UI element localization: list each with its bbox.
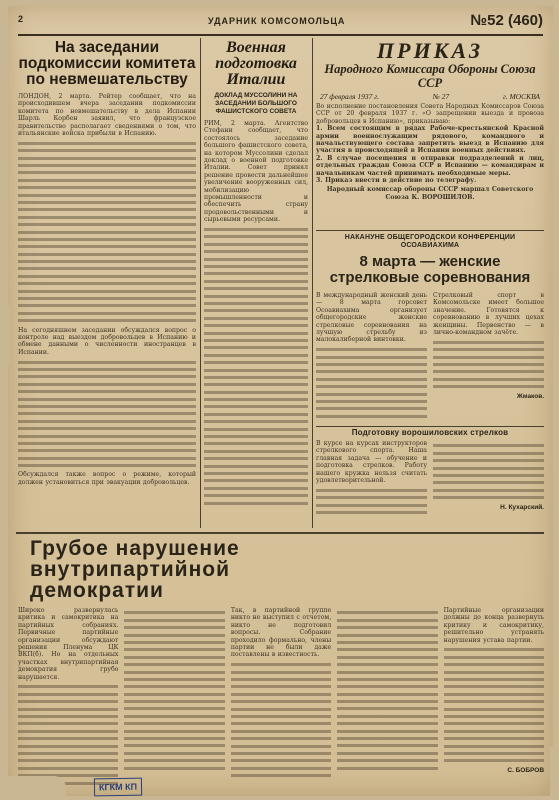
article-title: На заседании подкомиссии комитета по невмешательству [18, 40, 196, 88]
section-title: Подготовку ворошиловских стрелков [351, 429, 509, 437]
torn-edge [550, 746, 555, 796]
issue-number: №52 (460) [470, 12, 543, 29]
section-body: В международный женский день — 8 марта горсовет Осоавиахима организует общегородские женские стрелковые соревнования на лучшую стрельбу из малокалиберной винтовки. [316, 292, 427, 344]
article-italy [204, 40, 308, 528]
women-shooting-section [316, 234, 544, 424]
page-number: 2 [18, 14, 24, 24]
section-signature: Н. Кухарский. [500, 503, 544, 511]
order-subtitle: Народного Комиссара Обороны Союза ССР [324, 62, 536, 90]
order-city: г. МОСКВА [502, 92, 540, 101]
article-signature: С. БОБРОВ [507, 766, 544, 774]
torn-edge [6, 306, 10, 366]
article-subcommission [18, 40, 196, 528]
voroshilov-shooters-section [316, 429, 544, 527]
order-point-3: 3. Приказ ввести в действие по телеграфу. [316, 177, 477, 185]
order-body: Во исполнение постановления Совета Народных Комиссаров Союза ССР от 20 февраля 1937 г. «О запрещении выезда и провоза добровольцев в Испанию», приказываю: [316, 103, 544, 125]
order-point-1: 1. Всем состоящим в рядах Рабоче-крестьянской Красной армии военнослужащим рядового, командного и начальствующего состава запретить выезд в Испанию для участия в происходящей в Испании военных действиях. [316, 125, 544, 155]
section-title: 8 марта — женские стрелковые соревнования [329, 253, 531, 286]
newspaper-page [8, 6, 553, 796]
torn-corner [6, 776, 66, 798]
order-meta [316, 90, 544, 103]
order-number: № 27 [432, 92, 450, 101]
section-signature: Жмаков. [516, 392, 544, 400]
article-lead: РИМ, 2 марта. Агентство Стефани сообщает, что состоялось заседание большого фашистского совета, на котором Муссолини сделал доклад о военной подготовке Италии. Совет принял решение провести дальнейшее увеличение вооруженных сил, мобилизацию промышленности и обеспечить страну продовольственными и сырьевыми ресурсами. [204, 120, 308, 224]
article-democracy [18, 538, 544, 788]
library-stamp: КГКМ КП [94, 778, 142, 797]
article-subtitle: ДОКЛАД МУССОЛИНИ НА ЗАСЕДАНИИ БОЛЬШОГО ФАШИСТСКОГО СОВЕТА [214, 92, 298, 115]
section-body: В курсе на курсах инструкторов стрелкового спорта. Наша главная задача — обучение и подготовка стрелков. Работу нашего кружка нельзя считать удовлетворительной. [316, 440, 427, 485]
section-kicker: НАКАНУНЕ ОБЩЕГОРОДСКОЙ КОНФЕРЕНЦИИ ОСОАВИАХИМА [344, 234, 516, 249]
article-title: Грубое нарушение внутрипартийной демократии [30, 538, 240, 602]
article-paragraph-2: На сегодняшнем заседании обсуждался вопрос о контроле над выездом добровольцев в Испанию и обмене данными о численности иностранцев в Испании. [18, 326, 196, 356]
article-lead: ЛОНДОН, 2 марта. Рейтер сообщает, что на происходившем вчера заседании подкомиссии комитета по невмешательству в дела Испании Шарль Корбен заявил, что французское правительство располагает сведениями о том, что итальянские войска прибыли в Испанию. [18, 93, 196, 138]
article-body-2: Так, в партийной группе никто не выступил с отчетом, никто не подготовил вопросы. Собрание проходило формально, члены партии не были даже поставлены в известность. [230, 607, 332, 659]
order-title: ПРИКАЗ [376, 40, 484, 63]
article-paragraph-3: Обсуждался также вопрос о режиме, который должен установиться при эвакуации добровольцев. [18, 471, 196, 486]
order-block [316, 40, 544, 228]
article-body: Широко развернулась критика и самокритика на партийных собраниях. Первичные партийные организации обсуждают решения Пленума ЦК ВКП(б). Но на отдельных участках внутрипартийная демократия грубо нарушается. [18, 607, 119, 681]
article-body-3: Партийные организации должны до конца развернуть критику и самокритику, решительно устранять нарушения устава партии. [443, 607, 544, 644]
section-body-2: Стрелковый спорт в Комсомольске имеет большое значение. Готовятся к соревнованию в лучших цехах женщины. Первенство — в лично-командном зачёте. [433, 292, 544, 337]
order-point-2: 2. В случае посещения и отправки подразделений и лиц, отдельных граждан Союза ССР в Испанию — командирам и начальникам частей принимать необходимые меры. [316, 154, 544, 177]
article-body-lines [18, 142, 196, 322]
page-header [18, 12, 543, 36]
paper-name: УДАРНИК КОМСОМОЛЬЦА [208, 16, 346, 26]
article-title: Военная подготовка Италии [215, 40, 297, 88]
order-signature: Народный комиссар обороны СССР маршал Советского Союза К. ВОРОШИЛОВ. [326, 186, 534, 201]
order-date: 27 февраля 1937 г. [320, 92, 379, 101]
